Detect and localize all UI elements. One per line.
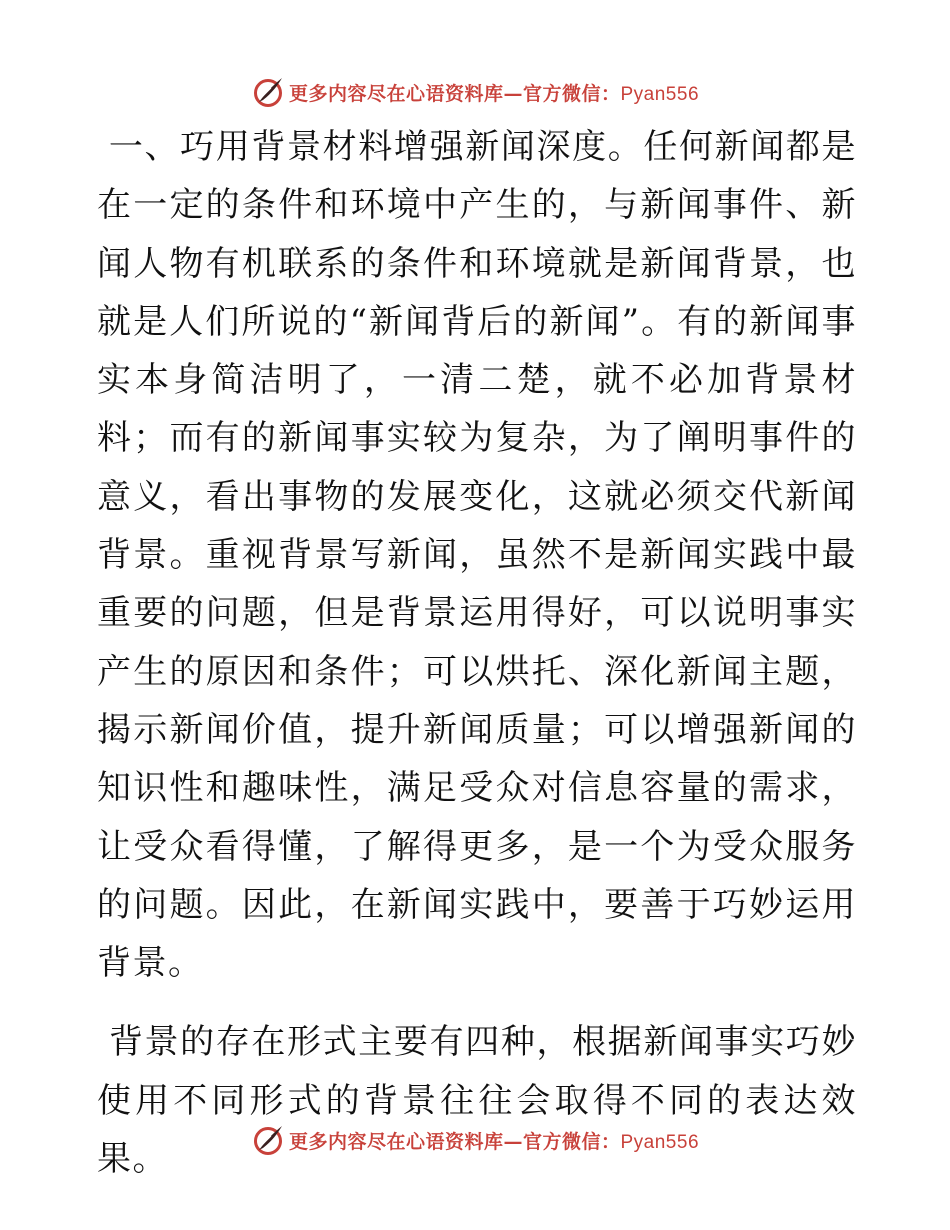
- banner-text: [289, 1127, 699, 1154]
- banner-text: [289, 79, 699, 106]
- footer-banner: [0, 1120, 950, 1160]
- header-banner: [0, 72, 950, 112]
- paragraph: 背景的存在形式主要有四种，根据新闻事实巧妙使用不同形式的背景往往会取得不同的表达效果。: [97, 1022, 857, 1180]
- banner-prefix: 更多内容尽在心语资料库—官方微信：: [288, 82, 621, 105]
- wechat-id: Pyan556: [620, 1131, 700, 1153]
- feather-seal-icon: [251, 1123, 285, 1157]
- paragraph: 一、巧用背景材料增强新闻深度。任何新闻都是在一定的条件和环境中产生的，与新闻事件、新闻人物有机联系的条件和环境就是新闻背景，也就是人们所说的“新闻背后的新闻”。有的新闻事实本身简洁明了，一清二楚，就不必加背景材料；而有的新闻事实较为复杂，为了阐明事件的意义，看出事物的发展变化，这就必须交代新闻背景。重视背景写新闻，虽然不是新闻实践中最重要的问题，但是背景运用得好，可以说明事实产生的原因和条件；可以烘托、深化新闻主题，揭示新闻价值，提升新闻质量；可以增强新闻的知识性和趣味性，满足受众对信息容量的需求，让受众看得懂，了解得更多，是一个为受众服务的问题。因此，在新闻实践中，要善于巧妙运用背景。: [97, 127, 857, 984]
- document-body: [97, 118, 857, 1188]
- wechat-id: Pyan556: [620, 83, 700, 105]
- banner-prefix: 更多内容尽在心语资料库—官方微信：: [288, 1130, 621, 1153]
- feather-seal-icon: [251, 75, 285, 109]
